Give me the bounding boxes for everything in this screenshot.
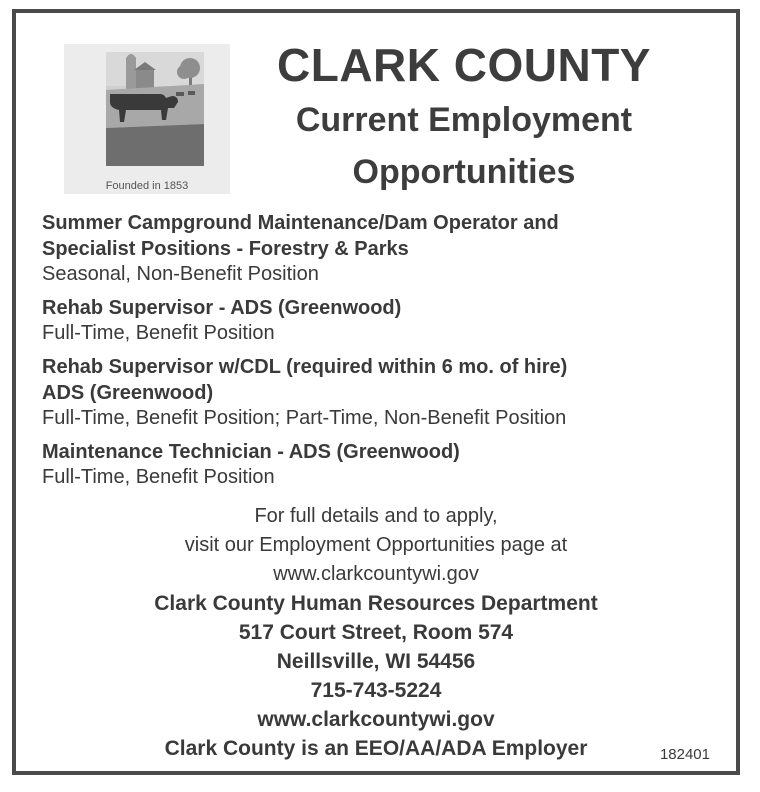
- street-address: 517 Court Street, Room 574: [238, 621, 514, 644]
- job-list: [42, 210, 732, 498]
- apply-instructions: For full details and to apply,: [254, 505, 498, 527]
- county-logo: [64, 44, 230, 194]
- city-state-zip: Neillsville, WI 54456: [276, 650, 476, 673]
- contact-section: [16, 502, 736, 763]
- job-type: Seasonal, Non-Benefit Position: [42, 263, 319, 285]
- county-seal-cow-farm-icon: [64, 44, 230, 194]
- logo-caption: Founded in 1853: [105, 180, 189, 192]
- page-subtitle-line1: Current Employment: [295, 101, 633, 139]
- job-type: Full-Time, Benefit Position: [42, 466, 275, 488]
- job-type: Full-Time, Benefit Position; Part-Time, Non-Benefit Position: [42, 407, 567, 429]
- job-title: ADS (Greenwood): [42, 382, 214, 404]
- job-title: Rehab Supervisor w/CDL (required within 6 mo. of hire): [42, 356, 568, 378]
- job-type: Full-Time, Benefit Position: [42, 322, 275, 344]
- job-title: Summer Campground Maintenance/Dam Operator and: [42, 212, 559, 234]
- apply-instructions: visit our Employment Opportunities page at: [184, 534, 568, 556]
- apply-url: www.clarkcountywi.gov: [273, 563, 479, 585]
- website: www.clarkcountywi.gov: [257, 708, 495, 731]
- ad-number: 182401: [659, 746, 710, 763]
- page-subtitle-line2: Opportunities: [352, 153, 576, 191]
- job-title: Maintenance Technician - ADS (Greenwood): [42, 441, 460, 463]
- job-title: Specialist Positions - Forestry & Parks: [42, 238, 409, 260]
- job-listing: [42, 354, 732, 431]
- ad-frame: [12, 9, 740, 775]
- job-listing: [42, 295, 732, 346]
- eeo-statement: Clark County is an EEO/AA/ADA Employer: [164, 737, 588, 760]
- job-title: Rehab Supervisor - ADS (Greenwood): [42, 297, 402, 319]
- job-listing: [42, 210, 732, 287]
- department-name: Clark County Human Resources Department: [154, 592, 598, 615]
- job-listing: [42, 439, 732, 490]
- page-title: CLARK COUNTY: [277, 39, 651, 91]
- phone-number: 715-743-5224: [310, 679, 442, 702]
